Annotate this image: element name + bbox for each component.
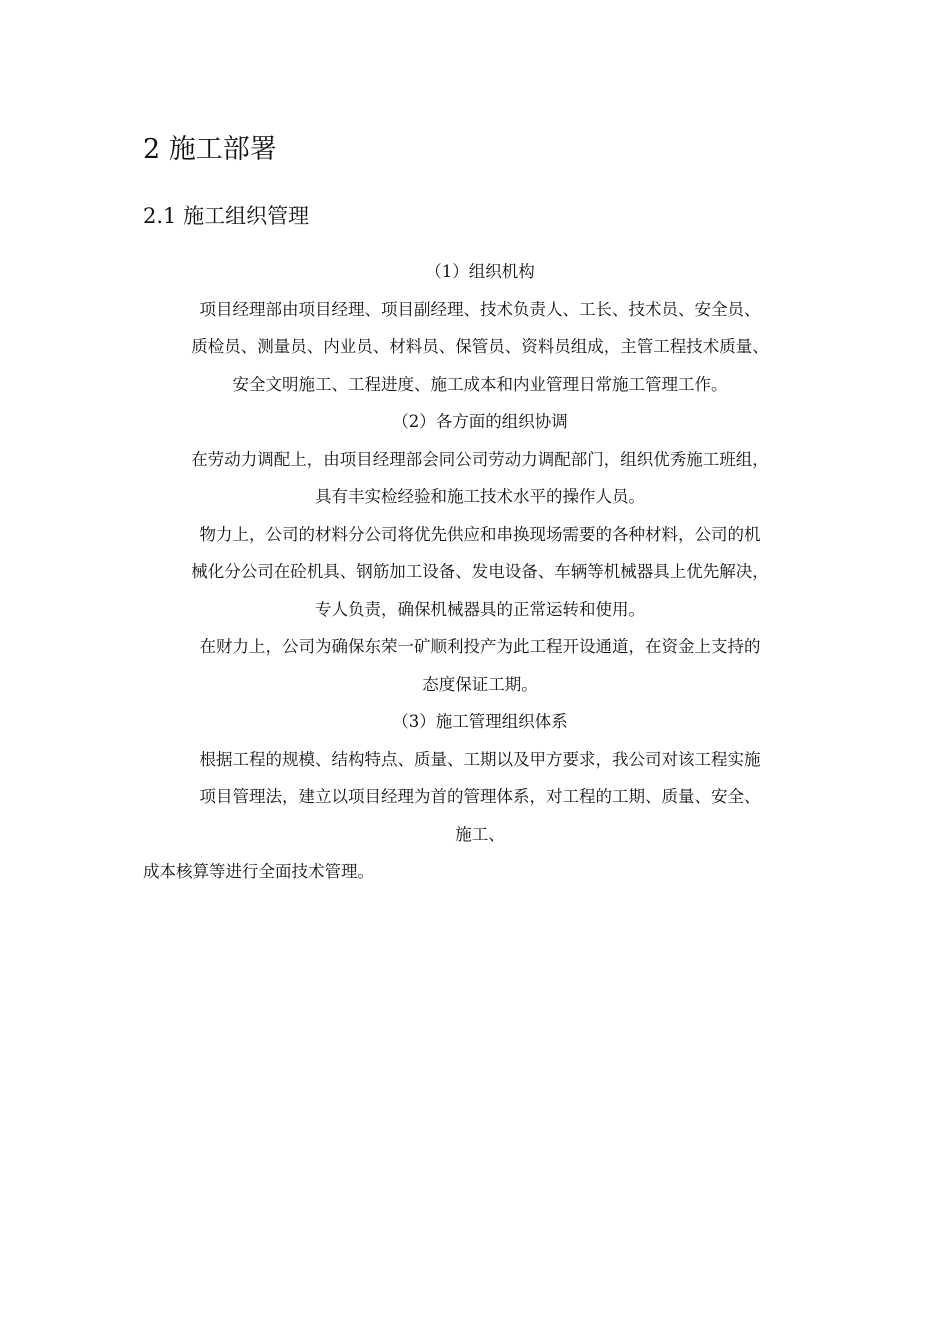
paragraph-line: 在劳动力调配上，由项目经理部会同公司劳动力调配部门，组织优秀施工班组，: [191, 449, 769, 469]
paragraph-line: 成本核算等进行全面技术管理。: [143, 862, 374, 881]
paragraph-line: 专人负责，确保机械器具的正常运转和使用。: [315, 599, 645, 619]
paragraph-line: 械化分公司在砼机具、钢筋加工设备、发电设备、车辆等机械器具上优先解决，: [191, 562, 769, 581]
paragraph-line: 项目管理法，建立以项目经理为首的管理体系，对工程的工期、质量、安全、: [199, 787, 761, 806]
paragraph-line: 项目经理部由项目经理、项目副经理、技术负责人、工长、技术员、安全员、: [199, 299, 761, 319]
chapter-heading: 2 施工部署: [143, 134, 277, 165]
body-text: [140, 253, 820, 891]
paragraph-line: 施工、: [455, 824, 505, 844]
paragraph-line: 安全文明施工、工程进度、施工成本和内业管理日常施工管理工作。: [232, 374, 728, 394]
paragraph-line: 根据工程的规模、结构特点、质量、工期以及甲方要求，我公司对该工程实施: [199, 749, 761, 769]
paragraph-line: 态度保证工期。: [422, 674, 538, 694]
paragraph-line: 在财力上，公司为确保东荣一矿顺利投产为此工程开设通道，在资金上支持的: [199, 637, 761, 656]
subheading-management-system: （3）施工管理组织体系: [392, 712, 568, 731]
subheading-org-structure: （1）组织机构: [425, 262, 535, 281]
paragraph-line: 具有丰实检经验和施工技术水平的操作人员。: [315, 487, 645, 506]
paragraph-line: 物力上，公司的材料分公司将优先供应和串换现场需要的各种材料，公司的机: [199, 524, 761, 544]
section-heading: 2.1 施工组织管理: [143, 204, 310, 228]
subheading-coordination: （2）各方面的组织协调: [392, 412, 568, 431]
paragraph-line: 质检员、测量员、内业员、材料员、保管员、资料员组成，主管工程技术质量、: [191, 337, 769, 356]
